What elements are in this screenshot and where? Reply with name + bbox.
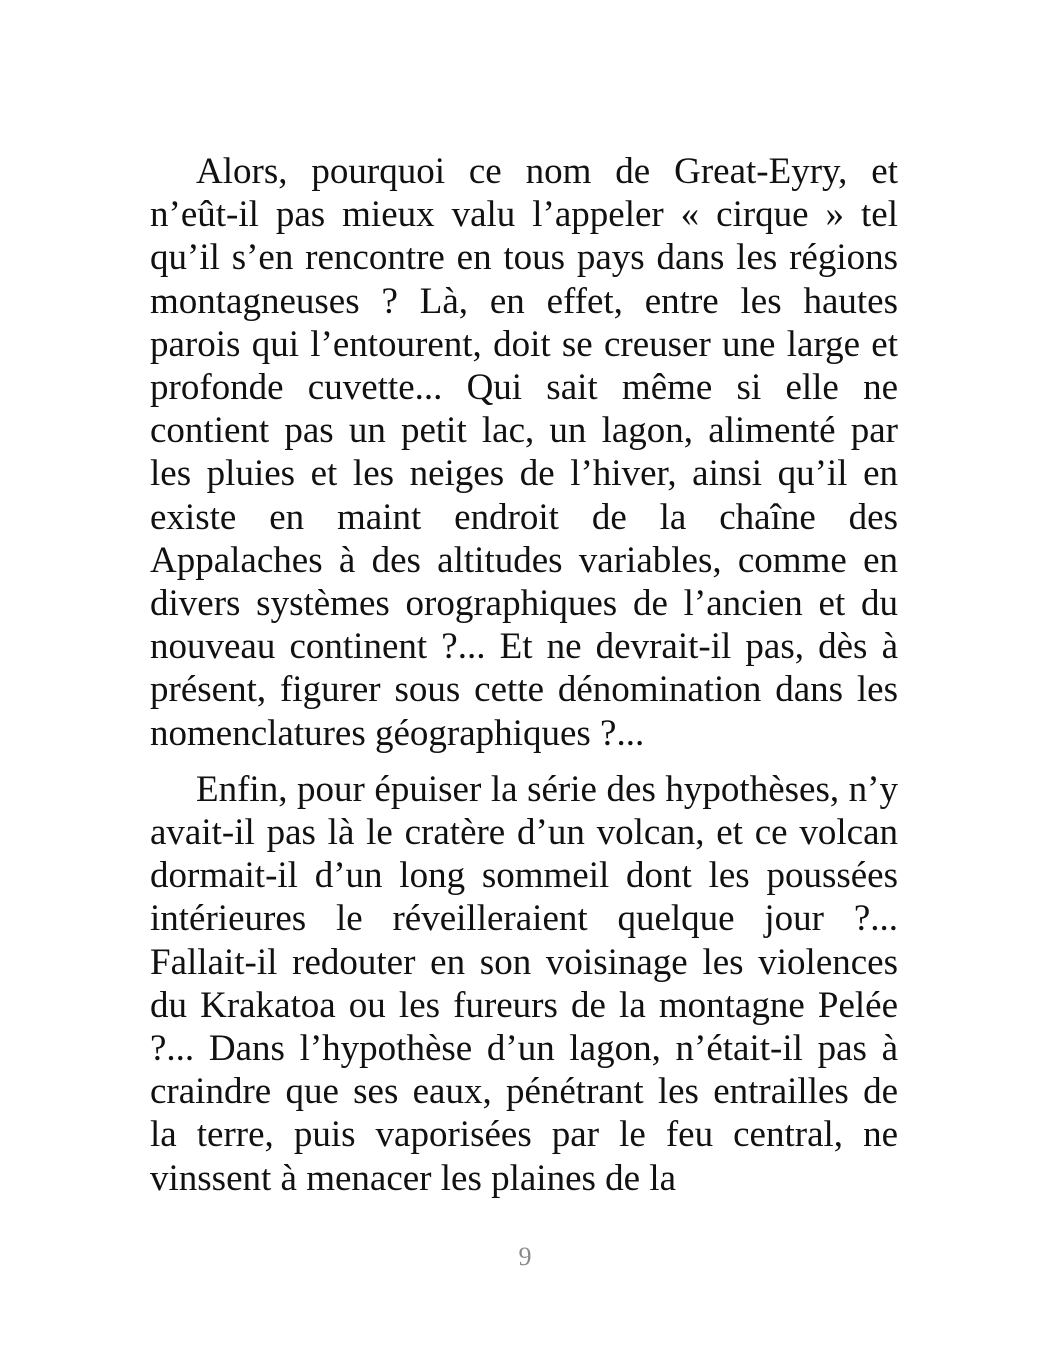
paragraph-1: Alors, pourquoi ce nom de Great-Eyry, et n’eût-il pas mieux valu l’appeler « cirque » tel qu’il s’en rencontre en tous pays dans les régions montagneuses ? Là, en effet, entre les hautes parois qui l’entourent, doit se creuser une large et profonde cuvette... Qui sait même si elle ne contient pas un petit lac, un lagon, alimenté par les pluies et les neiges de l’hiver, ainsi qu’il en existe en maint endroit de la chaîne des Appalaches à des altitudes variables, comme en divers systèmes orographiques de l’ancien et du nouveau continent ?... Et ne devrait-il pas, dès à présent, figurer sous cette dénomination dans les nomenclatures géographiques ?... — [150, 151, 898, 754]
body-text — [150, 150, 898, 1213]
paragraph-2: Enfin, pour épuiser la série des hypothèses, n’y avait-il pas là le cratère d’un volcan, et ce volcan dormait-il d’un long sommeil dont les poussées intérieures le réveilleraient quelque jour ?... Fallait-il redouter en son voisinage les violences du Krakatoa ou les fureurs de la montagne Pelée ?... Dans l’hypothèse d’un lagon, n’était-il pas à craindre que ses eaux, pénétrant les entrailles de la terre, puis vaporisées par le feu central, ne vinssent à menacer les plaines de la — [150, 768, 898, 1199]
page-number: 9 — [518, 1242, 532, 1271]
